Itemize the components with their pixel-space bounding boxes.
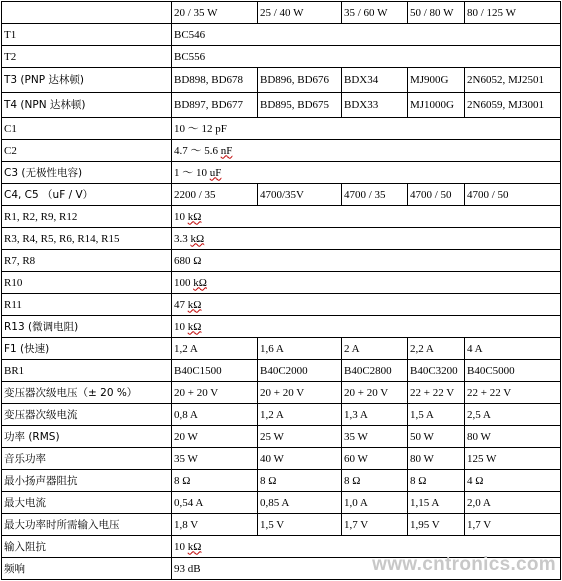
header-cell: 25 / 40 W <box>258 2 342 24</box>
row-cell: 1,0 A <box>342 492 408 514</box>
row-cell: 0,85 A <box>258 492 342 514</box>
value-unit: uF <box>209 166 222 179</box>
row-label: 频响 <box>2 558 172 580</box>
row-value <box>172 294 561 316</box>
row-cell: MJ1000G <box>408 93 465 118</box>
value-unit: kΩ <box>190 232 205 245</box>
table-row-music-power <box>2 448 561 470</box>
row-cell: 20 + 20 V <box>342 382 408 404</box>
row-label: C3 (无极性电容) <box>2 162 172 184</box>
value-unit: kΩ <box>187 298 202 311</box>
table-row-input-voltage <box>2 514 561 536</box>
row-cell: B40C5000 <box>465 360 561 382</box>
row-label: 音乐功率 <box>2 448 172 470</box>
row-cell: 0,8 A <box>172 404 258 426</box>
watermark-text: www.cntronics.com <box>372 554 556 575</box>
value-number: 47 <box>174 298 188 311</box>
row-label: T3 (PNP 达林顿) <box>2 68 172 93</box>
row-cell: 2 A <box>342 338 408 360</box>
row-cell: 4 A <box>465 338 561 360</box>
table-row-f1 <box>2 338 561 360</box>
row-cell: 4700 / 50 <box>465 184 561 206</box>
table-row-c2 <box>2 140 561 162</box>
header-row <box>2 2 561 24</box>
table-row-secondary-current <box>2 404 561 426</box>
row-cell: 1,8 V <box>172 514 258 536</box>
table-row-r11 <box>2 294 561 316</box>
row-value <box>172 162 561 184</box>
value-unit: kΩ <box>193 276 207 289</box>
row-cell: 80 W <box>408 448 465 470</box>
value-number: 10 <box>174 540 188 553</box>
row-label: T1 <box>2 24 172 46</box>
table-row-r10 <box>2 272 561 294</box>
row-cell: 35 W <box>172 448 258 470</box>
row-label: 功率 (RMS) <box>2 426 172 448</box>
header-cell: 80 / 125 W <box>465 2 561 24</box>
table-row-secondary-voltage <box>2 382 561 404</box>
table-row-r13 <box>2 316 561 338</box>
row-value: 10 ～ 12 pF <box>172 118 561 140</box>
table-row-t1 <box>2 24 561 46</box>
row-cell: 1,6 A <box>258 338 342 360</box>
row-label: 输入阻抗 <box>2 536 172 558</box>
row-cell: 8 Ω <box>258 470 342 492</box>
row-cell: 50 W <box>408 426 465 448</box>
row-cell: 2,5 A <box>465 404 561 426</box>
row-cell: 4700/35V <box>258 184 342 206</box>
row-cell: BD895, BD675 <box>258 93 342 118</box>
row-cell: 1,7 V <box>342 514 408 536</box>
row-cell: 2,0 A <box>465 492 561 514</box>
row-cell: MJ900G <box>408 68 465 93</box>
row-label: F1 (快速) <box>2 338 172 360</box>
value-number: 4.7 ～ 5.6 <box>174 144 221 157</box>
row-cell: 1,5 A <box>408 404 465 426</box>
table-row-c4-c5 <box>2 184 561 206</box>
row-cell: 22 + 22 V <box>465 382 561 404</box>
row-cell: B40C3200 <box>408 360 465 382</box>
value-unit: kΩ <box>187 210 202 223</box>
row-cell: 8 Ω <box>172 470 258 492</box>
row-label: R11 <box>2 294 172 316</box>
row-cell: 1,95 V <box>408 514 465 536</box>
row-cell: B40C1500 <box>172 360 258 382</box>
row-label: BR1 <box>2 360 172 382</box>
row-label: T2 <box>2 46 172 68</box>
table-row-r1 <box>2 206 561 228</box>
row-label: 变压器次级电流 <box>2 404 172 426</box>
row-value: 93 dB <box>172 558 561 580</box>
row-cell: BDX34 <box>342 68 408 93</box>
row-cell: 8 Ω <box>408 470 465 492</box>
component-table-wrapper <box>1 1 561 580</box>
table-row-max-current <box>2 492 561 514</box>
row-cell: 20 + 20 V <box>172 382 258 404</box>
table-row-c1 <box>2 118 561 140</box>
row-cell: 2N6059, MJ3001 <box>465 93 561 118</box>
row-cell: 1,3 A <box>342 404 408 426</box>
row-cell: 80 W <box>465 426 561 448</box>
table-row-r3 <box>2 228 561 250</box>
value-number: 100 <box>174 276 194 289</box>
row-cell: 1,15 A <box>408 492 465 514</box>
table-row-t2 <box>2 46 561 68</box>
row-cell: B40C2000 <box>258 360 342 382</box>
row-label: 最大电流 <box>2 492 172 514</box>
row-label: C4, C5 （uF / V） <box>2 184 172 206</box>
table-row-c3 <box>2 162 561 184</box>
row-value: BC556 <box>172 46 561 68</box>
row-cell: 4 Ω <box>465 470 561 492</box>
table-row-t4 <box>2 93 561 118</box>
row-cell: 60 W <box>342 448 408 470</box>
row-cell: 125 W <box>465 448 561 470</box>
row-cell: 20 + 20 V <box>258 382 342 404</box>
row-label: R1, R2, R9, R12 <box>2 206 172 228</box>
row-value <box>172 228 561 250</box>
value-number: 1 ～ 10 <box>174 166 210 179</box>
row-cell: 22 + 22 V <box>408 382 465 404</box>
table-row-min-impedance <box>2 470 561 492</box>
row-cell: BD896, BD676 <box>258 68 342 93</box>
value-unit: kΩ <box>187 320 202 333</box>
row-cell: 40 W <box>258 448 342 470</box>
row-cell: BD897, BD677 <box>172 93 258 118</box>
row-value: 680 Ω <box>172 250 561 272</box>
row-value <box>172 316 561 338</box>
table-row-br1 <box>2 360 561 382</box>
row-cell: 25 W <box>258 426 342 448</box>
value-unit: nF <box>220 144 233 157</box>
header-cell: 35 / 60 W <box>342 2 408 24</box>
row-cell: 1,2 A <box>258 404 342 426</box>
row-value <box>172 140 561 162</box>
row-label: C2 <box>2 140 172 162</box>
row-cell: BD898, BD678 <box>172 68 258 93</box>
table-row-r7 <box>2 250 561 272</box>
row-label: R3, R4, R5, R6, R14, R15 <box>2 228 172 250</box>
row-cell: 35 W <box>342 426 408 448</box>
row-value: BC546 <box>172 24 561 46</box>
row-label: C1 <box>2 118 172 140</box>
value-number: 10 <box>174 210 188 223</box>
value-unit: kΩ <box>187 540 202 553</box>
row-label: 最大功率时所需输入电压 <box>2 514 172 536</box>
row-cell: 1,5 V <box>258 514 342 536</box>
header-cell: 50 / 80 W <box>408 2 465 24</box>
row-value <box>172 206 561 228</box>
row-cell: 1,7 V <box>465 514 561 536</box>
row-cell: BDX33 <box>342 93 408 118</box>
row-cell: 2200 / 35 <box>172 184 258 206</box>
header-corner-cell <box>2 2 172 24</box>
row-value <box>172 272 561 294</box>
row-cell: 20 W <box>172 426 258 448</box>
row-cell: 8 Ω <box>342 470 408 492</box>
row-cell: 4700 / 50 <box>408 184 465 206</box>
row-cell: 1,2 A <box>172 338 258 360</box>
table-row-power-rms <box>2 426 561 448</box>
row-cell: 0,54 A <box>172 492 258 514</box>
row-cell: 2,2 A <box>408 338 465 360</box>
row-label: R13 (微调电阻) <box>2 316 172 338</box>
row-label: R7, R8 <box>2 250 172 272</box>
header-cell: 20 / 35 W <box>172 2 258 24</box>
value-number: 10 <box>174 320 188 333</box>
row-cell: 2N6052, MJ2501 <box>465 68 561 93</box>
row-label: 变压器次级电压（± 20 %） <box>2 382 172 404</box>
table-row-t3 <box>2 68 561 93</box>
row-cell: 4700 / 35 <box>342 184 408 206</box>
row-label: T4 (NPN 达林顿) <box>2 93 172 118</box>
value-number: 3.3 <box>174 232 191 245</box>
component-spec-table <box>1 1 561 580</box>
row-cell: B40C2800 <box>342 360 408 382</box>
row-label: 最小扬声器阻抗 <box>2 470 172 492</box>
row-label: R10 <box>2 272 172 294</box>
